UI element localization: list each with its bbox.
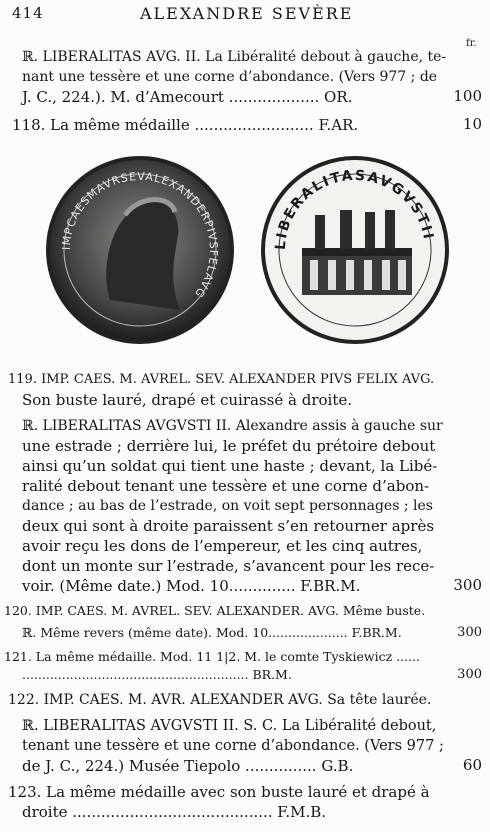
line-6: Son buste lauré, drapé et cuirassé à droite. bbox=[22, 391, 352, 409]
line-23: de J. C., 224.) Musée Tiepolo ............... G.B. bbox=[22, 757, 354, 775]
line-2: nant une tessère et une corne d’abondance. (Vers 977 ; de bbox=[22, 69, 438, 85]
reverse-coin bbox=[263, 158, 447, 342]
line-4: 118. La même médaille ......................... F.AR. bbox=[12, 116, 359, 134]
price-line-15: 300 bbox=[453, 576, 482, 594]
line-11: dance ; au bas de l’estrade, on voit sept personnages ; les bbox=[22, 498, 433, 514]
line-8: une estrade ; derrière lui, le préfet du prétoire debout bbox=[22, 437, 436, 455]
line-1: ℝ. LIBERALITAS AVG. II. La Libéralité debout à gauche, te- bbox=[22, 49, 447, 65]
coin-illustration bbox=[40, 150, 460, 350]
price-line-4: 10 bbox=[462, 115, 482, 133]
obverse-legend: IMPCAESMAVRSEVALEXANDERPIVSFELAVG bbox=[59, 169, 221, 301]
line-12: deux qui sont à droite paraissent s’en retourner après bbox=[22, 517, 435, 535]
line-19: ......................................................... BR.M. bbox=[22, 667, 292, 682]
line-7: ℝ. LIBERALITAS AVGVSTI II. Alexandre assis à gauche sur bbox=[22, 418, 443, 434]
price-line-23: 60 bbox=[462, 756, 482, 774]
line-5: 119. IMP. CAES. M. AVREL. SEV. ALEXANDER PIVS FELIX AVG. bbox=[8, 372, 435, 387]
price-line-17: 300 bbox=[457, 625, 482, 640]
reverse-legend: LIBERALITASAVGVSTII bbox=[272, 167, 437, 251]
price-line-19: 300 bbox=[457, 667, 482, 682]
line-18: 121. La même médaille. Mod. 11 1|2. M. le comte Tyskiewicz ...... bbox=[4, 649, 421, 664]
line-9: ainsi qu’un soldat qui tient une haste ; devant, la Libé- bbox=[22, 457, 438, 475]
line-24: 123. La même médaille avec son buste lauré et drapé à bbox=[8, 783, 430, 801]
line-20: 122. IMP. CAES. M. AVR. ALEXANDER AVG. Sa tête laurée. bbox=[8, 692, 432, 708]
line-15: voir. (Même date.) Mod. 10.............. F.BR.M. bbox=[22, 577, 361, 595]
line-10: ralité debout tenant une tessère et une corne d’abon- bbox=[22, 477, 430, 495]
line-16: 120. IMP. CAES. M. AVREL. SEV. ALEXANDER. AVG. Même buste. bbox=[4, 603, 426, 618]
line-21: ℝ. LIBERALITAS AVGVSTI II. S. C. La Libéralité debout, bbox=[22, 718, 437, 734]
line-14: dont un monte sur l’estrade, s’avancent pour les rece- bbox=[22, 557, 435, 575]
page-title: ALEXANDRE SEVÈRE bbox=[140, 4, 354, 23]
obverse-coin bbox=[48, 158, 232, 342]
line-3: J. C., 224.). M. d’Amecourt ................... OR. bbox=[22, 88, 353, 106]
line-25: droite .......................................... F.M.B. bbox=[22, 803, 327, 821]
line-22: tenant une tessère et une corne d’abondance. (Vers 977 ; bbox=[22, 738, 444, 754]
price-line-3: 100 bbox=[453, 87, 482, 105]
page-number: 414 bbox=[12, 4, 44, 22]
line-17: ℝ. Même revers (même date). Mod. 10.................... F.BR.M. bbox=[22, 625, 402, 640]
column-label: fr. bbox=[466, 38, 477, 49]
line-13: avoir reçu les dons de l’empereur, et les cinq autres, bbox=[22, 537, 423, 555]
